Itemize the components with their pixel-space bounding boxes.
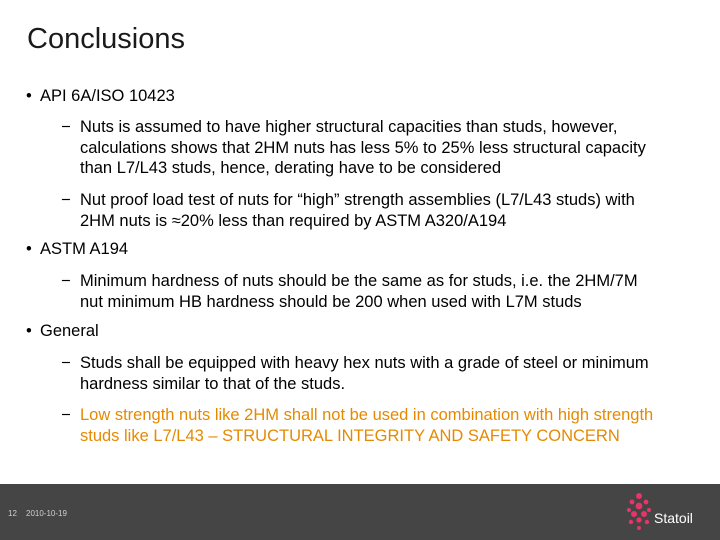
sub-item xyxy=(61,117,661,179)
sub-item xyxy=(61,190,661,231)
dash-marker: − xyxy=(61,406,71,424)
sub-item-text: Low strength nuts like 2HM shall not be used in combination with high strength studs like L7/L43 – STRUCTURAL INTEGRITY AND SAFETY CONCERN xyxy=(80,406,654,445)
dash-marker: − xyxy=(61,354,71,372)
logo-text: Statoil xyxy=(654,510,693,526)
dash-marker: − xyxy=(61,191,71,209)
statoil-star-icon xyxy=(624,492,654,532)
sub-item-text: Nut proof load test of nuts for “high” strength assemblies (L7/L43 studs) with 2HM nuts is ≈20% less than required by ASTM A320/A194 xyxy=(80,191,635,230)
statoil-logo xyxy=(624,492,704,536)
bullet-astm xyxy=(26,239,128,259)
page-number: 12 xyxy=(8,509,17,518)
dash-marker: − xyxy=(61,118,71,136)
bullet-general xyxy=(26,321,99,341)
footer-date: 2010-10-19 xyxy=(26,509,67,518)
bullet-api xyxy=(26,86,175,106)
bullet-label: API 6A/ISO 10423 xyxy=(40,87,175,105)
bullet-label: ASTM A194 xyxy=(40,240,129,258)
bullet-marker: • xyxy=(26,87,32,105)
footer-bar xyxy=(0,484,720,540)
bullet-marker: • xyxy=(26,240,32,258)
sub-item-text: Nuts is assumed to have higher structural capacities than studs, however, calculations shows that 2HM nuts has less 5% to 25% less structural capacity than L7/L43 studs, hence, derating have to be considered xyxy=(80,118,646,177)
bullet-label: General xyxy=(40,322,99,340)
sub-item xyxy=(61,271,661,312)
bullet-marker: • xyxy=(26,322,32,340)
sub-item-text: Minimum hardness of nuts should be the same as for studs, i.e. the 2HM/7M nut minimum HB hardness should be 200 when used with L7M studs xyxy=(80,272,638,311)
sub-item-text: Studs shall be equipped with heavy hex nuts with a grade of steel or minimum hardness similar to that of the studs. xyxy=(80,354,649,393)
sub-item-warning xyxy=(61,405,661,446)
slide-title: Conclusions xyxy=(27,23,185,55)
dash-marker: − xyxy=(61,272,71,290)
sub-item xyxy=(61,353,661,394)
